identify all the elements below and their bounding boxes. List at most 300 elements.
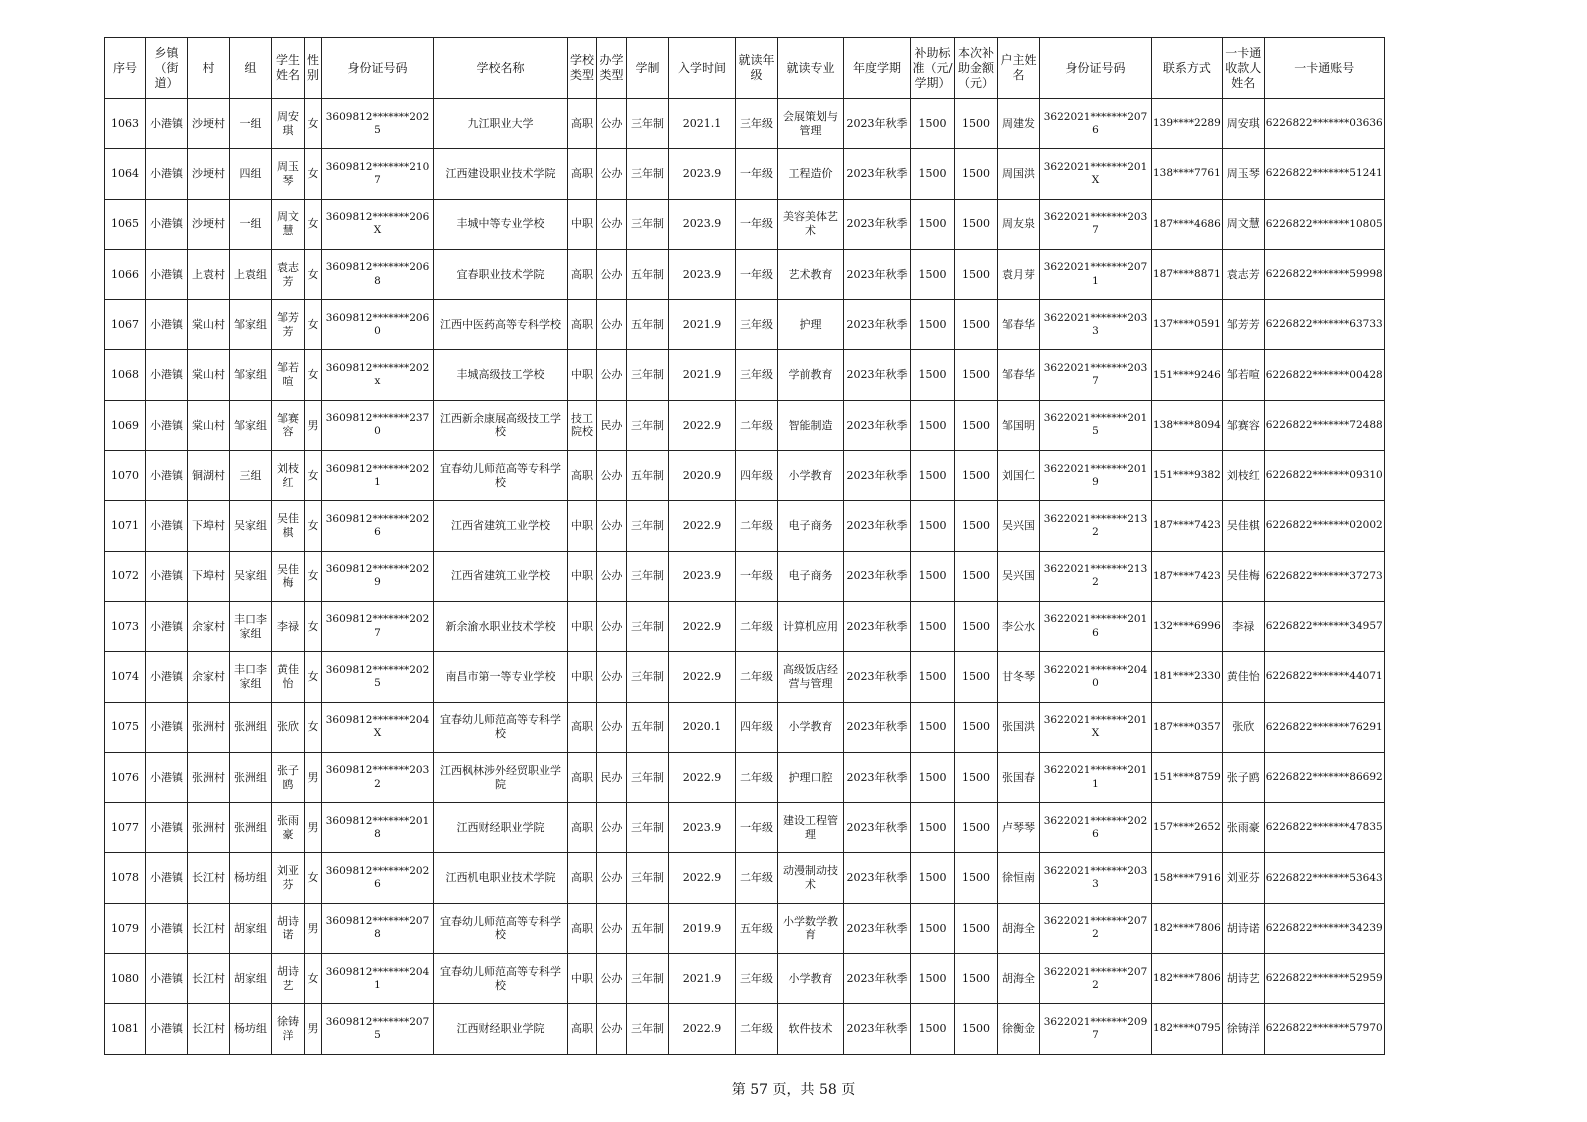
table-row	[105, 400, 1385, 450]
column-header: 组	[230, 38, 272, 99]
table-cell: 3609812*******2025	[322, 99, 434, 149]
table-cell: 1500	[955, 400, 998, 450]
table-cell: 1500	[955, 199, 998, 249]
table-cell: 2023.9	[669, 199, 736, 249]
table-cell: 3609812*******2068	[322, 249, 434, 299]
table-cell: 6226822*******76291	[1264, 702, 1384, 752]
table-cell: 高职	[568, 702, 597, 752]
table-cell: 3622021*******2033	[1040, 300, 1152, 350]
table-cell: 女	[305, 853, 322, 903]
table-cell: 江西财经职业学院	[434, 803, 568, 853]
table-cell: 五年级	[736, 903, 778, 953]
table-cell: 丰口李家组	[230, 652, 272, 702]
table-cell: 2023年秋季	[844, 199, 911, 249]
table-cell: 6226822*******72488	[1264, 400, 1384, 450]
table-cell: 艺术教育	[778, 249, 844, 299]
table-cell: 邹若喧	[272, 350, 305, 400]
table-cell: 江西建设职业技术学院	[434, 149, 568, 199]
student-subsidy-table	[104, 37, 1385, 1055]
table-cell: 1068	[105, 350, 146, 400]
table-cell: 3609812*******2021	[322, 451, 434, 501]
page-footer: 第 57 页，共 58 页	[731, 1082, 856, 1098]
table-cell: 3609812*******2026	[322, 853, 434, 903]
table-cell: 1500	[911, 501, 955, 551]
table-cell: 三年制	[627, 350, 669, 400]
table-cell: 2023年秋季	[844, 300, 911, 350]
table-cell: 151****8759	[1152, 752, 1223, 802]
table-cell: 刘国仁	[998, 451, 1040, 501]
table-cell: 3622021*******2016	[1040, 601, 1152, 651]
table-cell: 张洲组	[230, 752, 272, 802]
table-cell: 2023年秋季	[844, 249, 911, 299]
column-header: 办学类型	[597, 38, 627, 99]
table-cell: 公办	[597, 1004, 627, 1054]
table-cell: 2023.9	[669, 249, 736, 299]
table-cell: 6226822*******59998	[1264, 249, 1384, 299]
table-cell: 学前教育	[778, 350, 844, 400]
table-cell: 3622021*******2072	[1040, 903, 1152, 953]
table-cell: 1500	[955, 249, 998, 299]
table-cell: 187****0357	[1152, 702, 1223, 752]
table-cell: 刘枝红	[272, 451, 305, 501]
table-cell: 1069	[105, 400, 146, 450]
table-cell: 张洲组	[230, 702, 272, 752]
table-cell: 157****2652	[1152, 803, 1223, 853]
table-row	[105, 501, 1385, 551]
table-cell: 小港镇	[146, 853, 188, 903]
table-cell: 1500	[955, 601, 998, 651]
table-cell: 电子商务	[778, 501, 844, 551]
table-cell: 沙埂村	[188, 199, 230, 249]
table-cell: 徐衡金	[998, 1004, 1040, 1054]
table-cell: 2020.9	[669, 451, 736, 501]
table-cell: 3609812*******2032	[322, 752, 434, 802]
table-cell: 公办	[597, 99, 627, 149]
table-cell: 胡诗艺	[1222, 954, 1264, 1004]
table-cell: 袁志芳	[1222, 249, 1264, 299]
table-cell: 187****7423	[1152, 501, 1223, 551]
table-cell: 3622021*******201X	[1040, 702, 1152, 752]
table-cell: 2023年秋季	[844, 752, 911, 802]
table-cell: 6226822*******63733	[1264, 300, 1384, 350]
table-cell: 吴佳棋	[1222, 501, 1264, 551]
table-cell: 三年制	[627, 99, 669, 149]
table-cell: 高职	[568, 803, 597, 853]
table-cell: 女	[305, 652, 322, 702]
table-cell: 张欣	[1222, 702, 1264, 752]
table-cell: 周文慧	[1222, 199, 1264, 249]
table-cell: 3622021*******2037	[1040, 350, 1152, 400]
table-cell: 小港镇	[146, 199, 188, 249]
table-cell: 1072	[105, 551, 146, 601]
table-cell: 长江村	[188, 853, 230, 903]
table-cell: 徐铸洋	[272, 1004, 305, 1054]
table-cell: 公办	[597, 501, 627, 551]
table-cell: 187****8871	[1152, 249, 1223, 299]
table-cell: 五年制	[627, 300, 669, 350]
table-cell: 2022.9	[669, 501, 736, 551]
table-cell: 公办	[597, 249, 627, 299]
table-cell: 181****2330	[1152, 652, 1223, 702]
table-cell: 小港镇	[146, 300, 188, 350]
table-cell: 2023年秋季	[844, 903, 911, 953]
table-cell: 3609812*******2078	[322, 903, 434, 953]
table-cell: 2023.9	[669, 551, 736, 601]
table-cell: 182****7806	[1152, 903, 1223, 953]
table-cell: 2022.9	[669, 853, 736, 903]
table-cell: 卢琴琴	[998, 803, 1040, 853]
table-cell: 袁志芳	[272, 249, 305, 299]
table-cell: 动漫制动技术	[778, 853, 844, 903]
table-cell: 3622021*******2019	[1040, 451, 1152, 501]
table-cell: 吴佳梅	[272, 551, 305, 601]
table-cell: 中职	[568, 199, 597, 249]
table-cell: 女	[305, 350, 322, 400]
table-cell: 一年级	[736, 551, 778, 601]
table-cell: 3622021*******201X	[1040, 149, 1152, 199]
table-cell: 黄佳怡	[1222, 652, 1264, 702]
table-cell: 张子鸥	[1222, 752, 1264, 802]
table-cell: 一年级	[736, 199, 778, 249]
table-cell: 1500	[911, 702, 955, 752]
table-cell: 公办	[597, 451, 627, 501]
table-cell: 6226822*******86692	[1264, 752, 1384, 802]
table-cell: 刘亚芬	[1222, 853, 1264, 903]
table-cell: 小学教育	[778, 954, 844, 1004]
table-cell: 邹春华	[998, 300, 1040, 350]
table-cell: 杨坊组	[230, 853, 272, 903]
table-cell: 二年级	[736, 752, 778, 802]
table-cell: 小学数学教育	[778, 903, 844, 953]
table-cell: 3609812*******202x	[322, 350, 434, 400]
table-cell: 3622021*******2071	[1040, 249, 1152, 299]
table-cell: 吴兴国	[998, 551, 1040, 601]
table-cell: 三年级	[736, 99, 778, 149]
table-cell: 高职	[568, 149, 597, 199]
table-cell: 小港镇	[146, 1004, 188, 1054]
table-cell: 宜春幼儿师范高等专科学校	[434, 702, 568, 752]
table-cell: 小港镇	[146, 903, 188, 953]
table-cell: 1080	[105, 954, 146, 1004]
table-cell: 棠山村	[188, 300, 230, 350]
table-cell: 宜春幼儿师范高等专科学校	[434, 954, 568, 1004]
table-cell: 1500	[955, 702, 998, 752]
table-cell: 公办	[597, 853, 627, 903]
table-cell: 二年级	[736, 652, 778, 702]
table-cell: 邹芳芳	[1222, 300, 1264, 350]
table-cell: 3609812*******2025	[322, 652, 434, 702]
column-header: 年度学期	[844, 38, 911, 99]
table-cell: 公办	[597, 199, 627, 249]
table-cell: 公办	[597, 903, 627, 953]
table-cell: 小港镇	[146, 149, 188, 199]
table-cell: 6226822*******57970	[1264, 1004, 1384, 1054]
table-cell: 四年级	[736, 451, 778, 501]
table-cell: 1500	[911, 451, 955, 501]
column-header: 乡镇（街道）	[146, 38, 188, 99]
table-cell: 小港镇	[146, 752, 188, 802]
table-cell: 一组	[230, 99, 272, 149]
table-cell: 周玉琴	[1222, 149, 1264, 199]
table-cell: 2021.9	[669, 954, 736, 1004]
table-cell: 三年制	[627, 853, 669, 903]
table-cell: 邹家组	[230, 400, 272, 450]
table-cell: 邹赛容	[272, 400, 305, 450]
table-cell: 张雨豪	[1222, 803, 1264, 853]
table-cell: 三年制	[627, 551, 669, 601]
column-header: 补助标准（元/学期）	[911, 38, 955, 99]
table-cell: 小港镇	[146, 702, 188, 752]
table-cell: 1500	[911, 652, 955, 702]
table-cell: 1500	[911, 1004, 955, 1054]
table-cell: 一组	[230, 199, 272, 249]
table-cell: 1500	[911, 350, 955, 400]
table-cell: 胡海全	[998, 903, 1040, 953]
table-cell: 张国洪	[998, 702, 1040, 752]
table-cell: 三年制	[627, 149, 669, 199]
table-cell: 三年制	[627, 601, 669, 651]
table-row	[105, 954, 1385, 1004]
column-header: 学制	[627, 38, 669, 99]
table-cell: 胡海全	[998, 954, 1040, 1004]
table-cell: 二年级	[736, 400, 778, 450]
column-header: 身份证号码	[1040, 38, 1152, 99]
table-cell: 中职	[568, 954, 597, 1004]
table-cell: 2021.9	[669, 300, 736, 350]
table-cell: 2023年秋季	[844, 350, 911, 400]
table-row	[105, 350, 1385, 400]
table-cell: 2023年秋季	[844, 954, 911, 1004]
table-row	[105, 903, 1385, 953]
table-cell: 五年制	[627, 903, 669, 953]
table-cell: 2023年秋季	[844, 601, 911, 651]
column-header: 身份证号码	[322, 38, 434, 99]
table-cell: 1074	[105, 652, 146, 702]
table-cell: 3622021*******2076	[1040, 99, 1152, 149]
table-cell: 中职	[568, 350, 597, 400]
table-cell: 张洲村	[188, 752, 230, 802]
table-cell: 三年制	[627, 752, 669, 802]
table-cell: 女	[305, 99, 322, 149]
table-cell: 1073	[105, 601, 146, 651]
table-cell: 三年制	[627, 501, 669, 551]
table-cell: 138****7761	[1152, 149, 1223, 199]
table-cell: 五年制	[627, 702, 669, 752]
table-cell: 建设工程管理	[778, 803, 844, 853]
table-cell: 1500	[955, 99, 998, 149]
table-cell: 周玉琴	[272, 149, 305, 199]
table-cell: 公办	[597, 954, 627, 1004]
table-cell: 1500	[955, 149, 998, 199]
table-cell: 2022.9	[669, 601, 736, 651]
column-header: 序号	[105, 38, 146, 99]
table-cell: 1500	[955, 954, 998, 1004]
table-cell: 小学教育	[778, 702, 844, 752]
table-cell: 2023年秋季	[844, 99, 911, 149]
table-cell: 公办	[597, 601, 627, 651]
table-cell: 3622021*******2072	[1040, 954, 1152, 1004]
table-cell: 138****8094	[1152, 400, 1223, 450]
table-cell: 李禄	[272, 601, 305, 651]
table-cell: 张子鸥	[272, 752, 305, 802]
table-cell: 1500	[911, 400, 955, 450]
table-cell: 沙埂村	[188, 99, 230, 149]
table-cell: 技工院校	[568, 400, 597, 450]
table-cell: 胡家组	[230, 903, 272, 953]
table-cell: 邹国明	[998, 400, 1040, 450]
table-cell: 158****7916	[1152, 853, 1223, 903]
table-cell: 沙埂村	[188, 149, 230, 199]
table-cell: 丰口李家组	[230, 601, 272, 651]
table-cell: 3609812*******2018	[322, 803, 434, 853]
table-row	[105, 853, 1385, 903]
table-cell: 3609812*******2107	[322, 149, 434, 199]
table-cell: 江西省建筑工业学校	[434, 551, 568, 601]
table-cell: 小港镇	[146, 551, 188, 601]
table-row	[105, 1004, 1385, 1054]
table-cell: 6226822*******00428	[1264, 350, 1384, 400]
table-cell: 公办	[597, 300, 627, 350]
table-cell: 胡诗诺	[1222, 903, 1264, 953]
table-cell: 二年级	[736, 601, 778, 651]
column-header: 入学时间	[669, 38, 736, 99]
table-cell: 张欣	[272, 702, 305, 752]
table-cell: 132****6996	[1152, 601, 1223, 651]
table-cell: 6226822*******37273	[1264, 551, 1384, 601]
table-cell: 棠山村	[188, 350, 230, 400]
table-cell: 3622021*******2132	[1040, 501, 1152, 551]
table-cell: 女	[305, 149, 322, 199]
table-cell: 1500	[955, 451, 998, 501]
table-cell: 三年制	[627, 803, 669, 853]
table-cell: 2023年秋季	[844, 1004, 911, 1054]
table-cell: 丰城高级技工学校	[434, 350, 568, 400]
table-cell: 1067	[105, 300, 146, 350]
table-row	[105, 752, 1385, 802]
table-cell: 1500	[911, 199, 955, 249]
table-cell: 女	[305, 551, 322, 601]
table-cell: 3609812*******2370	[322, 400, 434, 450]
table-cell: 三年制	[627, 652, 669, 702]
table-cell: 女	[305, 249, 322, 299]
table-cell: 护理口腔	[778, 752, 844, 802]
table-cell: 吴佳梅	[1222, 551, 1264, 601]
table-row	[105, 451, 1385, 501]
table-cell: 小学教育	[778, 451, 844, 501]
table-cell: 小港镇	[146, 350, 188, 400]
table-cell: 男	[305, 803, 322, 853]
table-cell: 6226822*******34239	[1264, 903, 1384, 953]
table-cell: 2023年秋季	[844, 652, 911, 702]
table-cell: 宜春幼儿师范高等专科学校	[434, 451, 568, 501]
table-cell: 余家村	[188, 601, 230, 651]
table-cell: 棠山村	[188, 400, 230, 450]
table-row	[105, 199, 1385, 249]
table-cell: 6226822*******51241	[1264, 149, 1384, 199]
table-cell: 一年级	[736, 249, 778, 299]
table-cell: 民办	[597, 400, 627, 450]
table-cell: 江西新余康展高级技工学校	[434, 400, 568, 450]
table-cell: 上袁组	[230, 249, 272, 299]
table-cell: 小港镇	[146, 501, 188, 551]
table-cell: 1500	[955, 903, 998, 953]
table-cell: 1500	[911, 99, 955, 149]
table-cell: 胡诗诺	[272, 903, 305, 953]
table-cell: 高职	[568, 903, 597, 953]
table-cell: 2022.9	[669, 400, 736, 450]
table-cell: 五年制	[627, 249, 669, 299]
table-cell: 软件技术	[778, 1004, 844, 1054]
table-cell: 女	[305, 702, 322, 752]
table-cell: 6226822*******09310	[1264, 451, 1384, 501]
table-cell: 三年制	[627, 1004, 669, 1054]
table-cell: 工程造价	[778, 149, 844, 199]
table-cell: 2022.9	[669, 1004, 736, 1054]
table-cell: 2023.9	[669, 149, 736, 199]
table-cell: 2020.1	[669, 702, 736, 752]
table-cell: 2022.9	[669, 752, 736, 802]
table-cell: 1064	[105, 149, 146, 199]
table-cell: 2023年秋季	[844, 853, 911, 903]
table-cell: 3622021*******2097	[1040, 1004, 1152, 1054]
table-cell: 3609812*******2027	[322, 601, 434, 651]
table-cell: 2021.9	[669, 350, 736, 400]
table-cell: 女	[305, 300, 322, 350]
table-cell: 1071	[105, 501, 146, 551]
table-cell: 下埠村	[188, 551, 230, 601]
table-cell: 3609812*******2075	[322, 1004, 434, 1054]
table-cell: 公办	[597, 551, 627, 601]
table-cell: 邹若喧	[1222, 350, 1264, 400]
table-cell: 1500	[955, 551, 998, 601]
table-cell: 高职	[568, 1004, 597, 1054]
table-cell: 3622021*******2132	[1040, 551, 1152, 601]
table-cell: 中职	[568, 551, 597, 601]
table-cell: 高职	[568, 249, 597, 299]
table-cell: 邹家组	[230, 350, 272, 400]
table-cell: 1500	[955, 1004, 998, 1054]
table-cell: 公办	[597, 803, 627, 853]
table-cell: 3622021*******2011	[1040, 752, 1152, 802]
table-cell: 刘枝红	[1222, 451, 1264, 501]
table-cell: 1500	[911, 551, 955, 601]
table-cell: 3609812*******206X	[322, 199, 434, 249]
table-cell: 1063	[105, 99, 146, 149]
table-cell: 高职	[568, 300, 597, 350]
table-cell: 周国洪	[998, 149, 1040, 199]
table-cell: 电子商务	[778, 551, 844, 601]
table-cell: 长江村	[188, 903, 230, 953]
column-header: 学校类型	[568, 38, 597, 99]
table-cell: 1070	[105, 451, 146, 501]
table-cell: 江西中医药高等专科学校	[434, 300, 568, 350]
column-header: 一卡通账号	[1264, 38, 1384, 99]
table-cell: 智能制造	[778, 400, 844, 450]
table-cell: 三年级	[736, 350, 778, 400]
column-header: 就读专业	[778, 38, 844, 99]
table-cell: 1075	[105, 702, 146, 752]
table-cell: 邹赛容	[1222, 400, 1264, 450]
table-cell: 中职	[568, 601, 597, 651]
table-cell: 1076	[105, 752, 146, 802]
table-cell: 1500	[911, 853, 955, 903]
table-cell: 三年级	[736, 954, 778, 1004]
table-cell: 187****7423	[1152, 551, 1223, 601]
table-cell: 3609812*******2060	[322, 300, 434, 350]
table-cell: 1500	[911, 149, 955, 199]
table-cell: 张洲组	[230, 803, 272, 853]
table-cell: 宜春幼儿师范高等专科学校	[434, 903, 568, 953]
